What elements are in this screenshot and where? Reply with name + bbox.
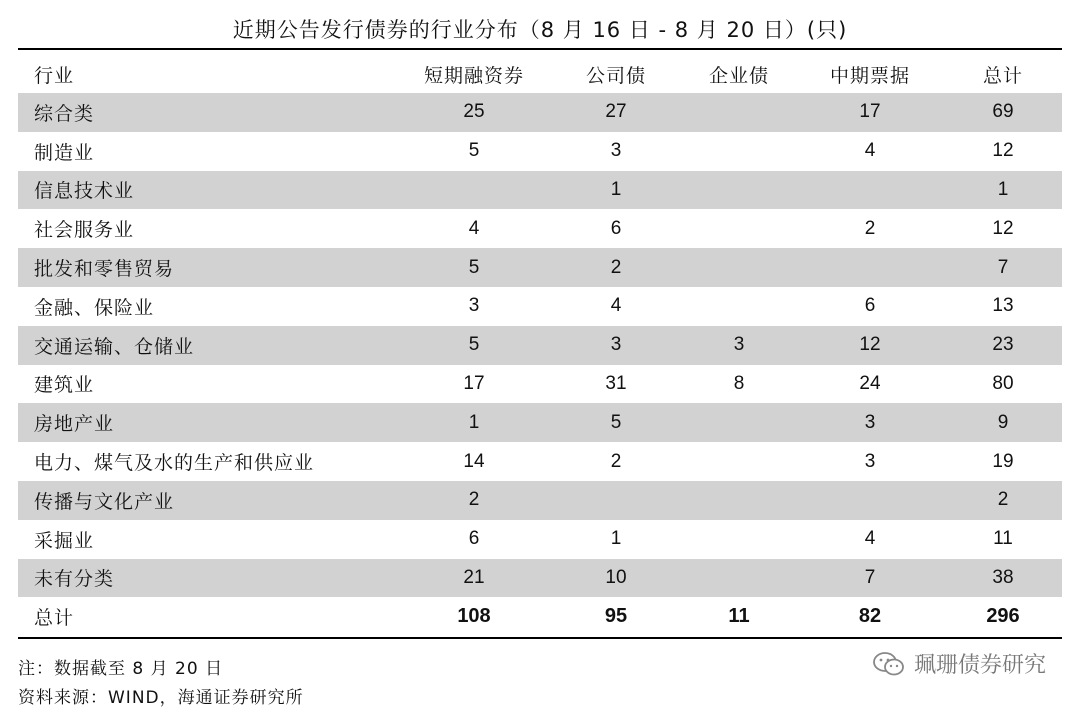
cell-enterprise-bond: 3 <box>682 326 796 365</box>
table-title: 近期公告发行债券的行业分布（8 月 16 日 - 8 月 20 日）(只) <box>232 18 848 42</box>
cell-medium-term-note: 3 <box>796 403 944 442</box>
cell-industry: 制造业 <box>34 141 95 164</box>
cell-enterprise-bond <box>682 93 796 132</box>
footnote: 注：数据截至 8 月 20 日 <box>18 659 224 679</box>
cell-enterprise-bond <box>682 248 796 287</box>
cell-enterprise-bond <box>682 132 796 171</box>
cell-enterprise-bond <box>682 442 796 481</box>
cell-medium-term-note: 4 <box>864 528 876 550</box>
cell-short-term-financing: 17 <box>463 372 485 394</box>
cell-corporate-bond: 1 <box>610 528 622 550</box>
cell-industry: 传播与文化产业 <box>18 481 398 520</box>
total-row <box>18 597 1062 636</box>
header-industry: 行业 <box>34 64 75 87</box>
cell-industry: 综合类 <box>18 93 398 132</box>
total-industry: 总计 <box>34 607 75 630</box>
cell-total: 12 <box>992 217 1014 239</box>
cell-industry: 房地产业 <box>18 403 398 442</box>
cell-industry: 信息技术业 <box>18 171 398 210</box>
cell-short-term-financing: 2 <box>398 481 550 520</box>
cell-short-term-financing <box>398 171 550 210</box>
cell-industry: 未有分类 <box>18 559 398 598</box>
header-short-term-financing: 短期融资券 <box>423 64 524 87</box>
cell-short-term-financing: 25 <box>398 93 550 132</box>
header-corporate-bond: 公司债 <box>585 64 646 87</box>
table-row <box>18 93 1062 132</box>
cell-short-term-financing: 4 <box>468 217 480 239</box>
cell-medium-term-note: 3 <box>864 450 876 472</box>
cell-enterprise-bond <box>682 171 796 210</box>
top-rule <box>18 48 1062 50</box>
cell-medium-term-note: 4 <box>864 140 876 162</box>
cell-medium-term-note <box>796 171 944 210</box>
cell-enterprise-bond <box>682 481 796 520</box>
cell-corporate-bond: 3 <box>610 140 622 162</box>
cell-medium-term-note: 7 <box>796 559 944 598</box>
bond-industry-table <box>18 55 1062 636</box>
cell-total: 23 <box>944 326 1062 365</box>
total-corporate-bond: 95 <box>604 605 628 628</box>
total-short-term-financing: 108 <box>457 605 491 628</box>
cell-medium-term-note: 17 <box>796 93 944 132</box>
wechat-icon <box>872 650 906 678</box>
table-row <box>18 287 1062 326</box>
cell-short-term-financing: 6 <box>468 528 480 550</box>
cell-total: 80 <box>992 372 1014 394</box>
cell-corporate-bond: 31 <box>605 372 627 394</box>
table-row <box>18 442 1062 481</box>
cell-enterprise-bond <box>682 559 796 598</box>
table-body <box>18 93 1062 636</box>
cell-enterprise-bond <box>682 520 796 559</box>
cell-corporate-bond: 3 <box>550 326 682 365</box>
cell-corporate-bond: 2 <box>550 248 682 287</box>
table-row <box>18 365 1062 404</box>
table-row <box>18 326 1062 365</box>
cell-corporate-bond: 5 <box>550 403 682 442</box>
cell-corporate-bond: 4 <box>610 295 622 317</box>
header-enterprise-bond: 企业债 <box>708 64 769 87</box>
header-total: 总计 <box>982 64 1023 87</box>
cell-industry: 交通运输、仓储业 <box>18 326 398 365</box>
cell-enterprise-bond: 8 <box>733 372 745 394</box>
cell-medium-term-note <box>796 248 944 287</box>
cell-industry: 金融、保险业 <box>34 296 155 319</box>
cell-medium-term-note <box>796 481 944 520</box>
cell-total: 1 <box>944 171 1062 210</box>
cell-corporate-bond: 10 <box>550 559 682 598</box>
cell-corporate-bond: 27 <box>550 93 682 132</box>
cell-short-term-financing: 5 <box>398 326 550 365</box>
cell-short-term-financing: 5 <box>468 140 480 162</box>
table-row <box>18 132 1062 171</box>
watermark <box>872 648 1046 679</box>
cell-medium-term-note: 12 <box>796 326 944 365</box>
table-row <box>18 171 1062 210</box>
cell-total: 12 <box>992 140 1014 162</box>
cell-total: 11 <box>993 528 1013 550</box>
table-row <box>18 403 1062 442</box>
bottom-rule <box>18 637 1062 639</box>
cell-enterprise-bond <box>682 403 796 442</box>
cell-corporate-bond <box>550 481 682 520</box>
cell-total: 13 <box>992 295 1014 317</box>
cell-corporate-bond: 1 <box>550 171 682 210</box>
cell-total: 2 <box>944 481 1062 520</box>
watermark-text: 珮珊债券研究 <box>913 653 1046 678</box>
cell-total: 69 <box>944 93 1062 132</box>
cell-total: 7 <box>944 248 1062 287</box>
cell-short-term-financing: 14 <box>463 450 485 472</box>
cell-corporate-bond: 6 <box>610 217 622 239</box>
header-medium-term-note: 中期票据 <box>829 64 910 87</box>
header-row <box>18 55 1062 93</box>
table-row <box>18 481 1062 520</box>
cell-medium-term-note: 6 <box>864 295 876 317</box>
cell-medium-term-note: 2 <box>864 217 876 239</box>
cell-short-term-financing: 1 <box>398 403 550 442</box>
cell-industry: 社会服务业 <box>34 219 135 242</box>
cell-short-term-financing: 5 <box>398 248 550 287</box>
cell-industry: 建筑业 <box>34 374 95 397</box>
cell-industry: 电力、煤气及水的生产和供应业 <box>34 452 315 475</box>
cell-enterprise-bond <box>682 209 796 248</box>
table-row <box>18 559 1062 598</box>
cell-enterprise-bond <box>682 287 796 326</box>
cell-corporate-bond: 2 <box>610 450 622 472</box>
cell-industry: 批发和零售贸易 <box>18 248 398 287</box>
table-row <box>18 520 1062 559</box>
cell-total: 38 <box>944 559 1062 598</box>
cell-industry: 采掘业 <box>34 529 95 552</box>
cell-total: 9 <box>944 403 1062 442</box>
table-row <box>18 209 1062 248</box>
source-note: 资料来源：WIND，海通证券研究所 <box>18 688 304 708</box>
cell-medium-term-note: 24 <box>859 372 881 394</box>
total-total: 296 <box>986 605 1020 628</box>
total-medium-term-note: 82 <box>858 605 882 628</box>
table-row <box>18 248 1062 287</box>
cell-short-term-financing: 3 <box>468 295 480 317</box>
cell-short-term-financing: 21 <box>398 559 550 598</box>
cell-total: 19 <box>992 450 1014 472</box>
total-enterprise-bond: 11 <box>728 605 750 628</box>
